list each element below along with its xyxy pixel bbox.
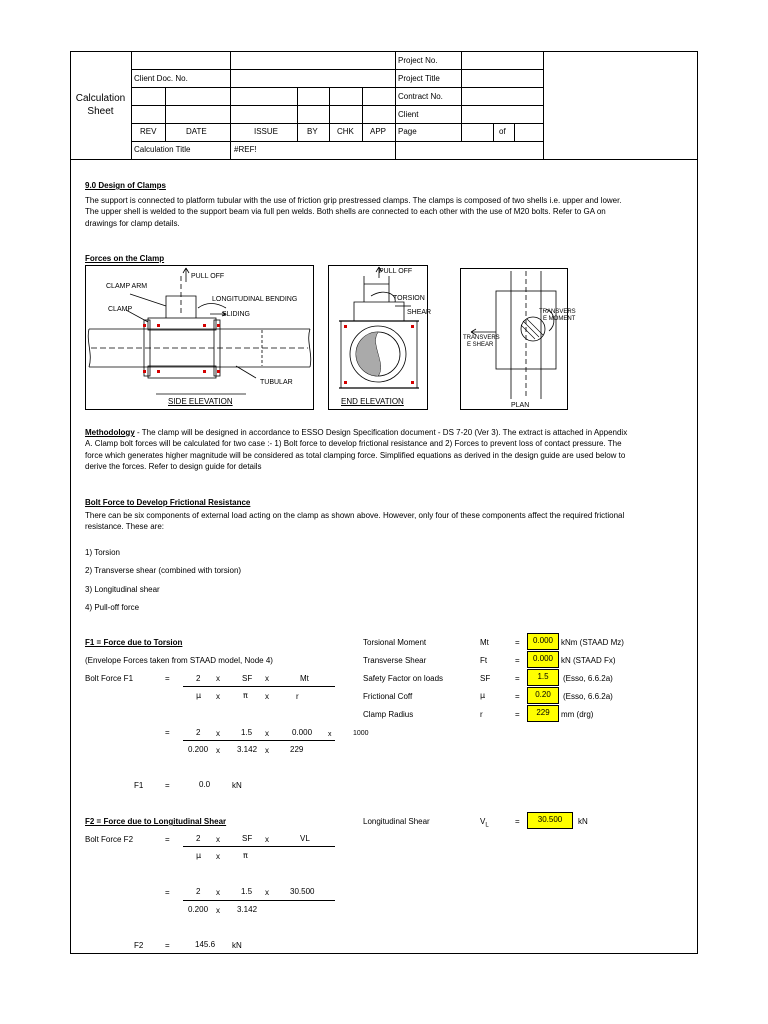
- side-elevation-figure: [85, 265, 314, 410]
- frictional-coff-input[interactable]: 0.20: [527, 687, 559, 704]
- header-rule: [131, 87, 543, 88]
- f2-result-unit: kN: [232, 941, 242, 950]
- param-symbol: r: [480, 710, 483, 719]
- param-name: Transverse Shear: [363, 656, 427, 665]
- f1-den2-op: x: [216, 746, 220, 755]
- component-item: 4) Pull-off force: [85, 603, 140, 612]
- f1-den-term: µ: [196, 691, 202, 700]
- header-col-line: [461, 51, 462, 141]
- by-header: BY: [307, 127, 318, 136]
- contract-no-label: Contract No.: [398, 92, 443, 101]
- f2-num2-term: 30.500: [290, 887, 315, 896]
- f1-result-label: F1: [134, 781, 144, 790]
- f1-note: (Envelope Forces taken from STAAD model, Node 4): [85, 656, 273, 665]
- clamp-arm-label: CLAMP ARM: [106, 283, 148, 290]
- f1-result-value: 0.0: [199, 780, 211, 789]
- forces-heading: Forces on the Clamp: [85, 254, 165, 263]
- methodology-text: - The clamp will be designed in accordance to ESSO Design Specification document - DS 7-20 (Ver 3). The extract is attached in Appendix A. Clamp bolt forces will be calculated for two case :- 1) Bolt force to develop frictional resistance and 2) Forces to prevent loss of contact pressure. The force which generates higher magnitude will be considered as total clamping force. Simplified equations as derived in the design guide are used below to derive the forces. Refer to design guide for details: [85, 428, 628, 472]
- f2-num-term: VL: [300, 834, 310, 843]
- param-symbol: Mt: [480, 638, 489, 647]
- transverse-shear-label-2: E SHEAR: [467, 342, 494, 348]
- header-col-line: [165, 87, 166, 141]
- param-equals: =: [515, 692, 520, 701]
- methodology-label: Methodology: [85, 428, 135, 437]
- f2-label: Bolt Force F2: [85, 835, 134, 844]
- f2-num-term: 2: [196, 834, 201, 843]
- param-name: Clamp Radius: [363, 710, 414, 719]
- shear-label: SHEAR: [407, 309, 432, 316]
- param-name: Longitudinal Shear: [363, 817, 430, 826]
- param-symbol: Ft: [480, 656, 488, 665]
- component-item: 1) Torsion: [85, 548, 120, 557]
- param-unit: kN (STAAD Fx): [561, 656, 616, 665]
- transverse-moment-label-2: E MOMENT: [543, 316, 576, 322]
- header-rule: [131, 141, 543, 142]
- f2-num2-op: x: [216, 888, 220, 897]
- f2-fraction-line: [183, 846, 335, 847]
- f1-heading: F1 = Force due to Torsion: [85, 638, 183, 647]
- calc-sheet-label: Calculation Sheet: [75, 93, 126, 117]
- f1-num-term: 2: [196, 674, 201, 683]
- end-pull-off-label: PULL OFF: [379, 268, 413, 275]
- f1-label: Bolt Force F1: [85, 674, 134, 683]
- param-unit: (Esso, 6.6.2a): [563, 692, 613, 701]
- f1-num2-term: 0.000: [292, 728, 313, 737]
- f2-num2-term: 2: [196, 887, 201, 896]
- f1-fraction-line: [183, 686, 335, 687]
- f2-equals: =: [165, 835, 170, 844]
- f1-den2-term: 0.200: [188, 745, 209, 754]
- param-equals: =: [515, 656, 520, 665]
- f2-num-op: x: [265, 835, 269, 844]
- f2-heading: F2 = Force due to Longitudinal Shear: [85, 817, 227, 826]
- chk-header: CHK: [337, 127, 354, 136]
- f1-num2-term: 1.5: [241, 728, 253, 737]
- f1-num-op: x: [265, 674, 269, 683]
- param-symbol: SF: [480, 674, 491, 683]
- header-col-line: [230, 51, 231, 159]
- param-equals: =: [515, 638, 520, 647]
- f1-equals: =: [165, 674, 170, 683]
- param-unit: mm (drg): [561, 710, 594, 719]
- bolt-force-paragraph: There can be six components of external load acting on the clamp as shown above. However, only four of these components affect the required frictional resistance. These are:: [85, 511, 625, 532]
- methodology-paragraph: [85, 427, 630, 473]
- end-elevation-drawing: [329, 266, 432, 411]
- longitudinal-bending-label: LONGITUDINAL BENDING: [212, 296, 298, 303]
- param-unit: kNm (STAAD Mz): [561, 638, 624, 647]
- calc-title-label: Calculation Title: [134, 145, 191, 154]
- f1-den2-term: 3.142: [237, 745, 258, 754]
- param-equals: =: [515, 674, 520, 683]
- f1-equals-2: =: [165, 728, 170, 737]
- f1-result-unit: kN: [232, 781, 242, 790]
- f2-num2-term: 1.5: [241, 887, 253, 896]
- f1-factor: 1000: [353, 730, 369, 737]
- intro-paragraph: The support is connected to platform tubular with the use of friction grip prestressed clamps. The clamps is composed of two shells i.e. upper and lower. The upper shell is welded to the support beam via full pen welds. Both shells are connected to each other with the use of M20 bolts. Refer to GA on drawings for clamp details.: [85, 196, 622, 228]
- f1-den-op: x: [216, 692, 220, 701]
- clamp-radius-input[interactable]: 229: [527, 705, 559, 722]
- torsion-label: TORSION: [393, 295, 425, 302]
- f1-fraction-line-2: [183, 740, 335, 741]
- header-rule: [131, 123, 543, 124]
- of-label: of: [499, 127, 506, 136]
- f2-den2-term: 0.200: [188, 905, 209, 914]
- header-col-line: [395, 51, 396, 159]
- f1-den-op: x: [265, 692, 269, 701]
- section-title: 9.0 Design of Clamps: [85, 181, 166, 190]
- f1-den-term: r: [296, 692, 299, 701]
- param-unit: kN: [578, 817, 588, 826]
- sliding-label: SLIDING: [222, 311, 251, 318]
- header-col-line: [297, 87, 298, 141]
- client-label: Client: [398, 110, 419, 119]
- header-rule: [131, 105, 543, 106]
- transverse-shear-label-1: TRANSVERS: [463, 335, 500, 341]
- longitudinal-shear-input[interactable]: 30.500: [527, 812, 573, 829]
- param-symbol: µ: [480, 691, 486, 700]
- pull-off-label: PULL OFF: [191, 273, 225, 280]
- param-equals: =: [515, 710, 520, 719]
- header-rule: [131, 69, 543, 70]
- tubular-label: TUBULAR: [260, 379, 293, 386]
- f2-num2-op: x: [265, 888, 269, 897]
- client-doc-label: Client Doc. No.: [134, 74, 188, 83]
- end-elevation-figure: [328, 265, 432, 410]
- project-no-label: Project No.: [398, 56, 438, 65]
- page-label: Page: [398, 127, 417, 136]
- f1-num2-term: 2: [196, 728, 201, 737]
- f1-num2-op: x: [216, 729, 220, 738]
- clamp-label: CLAMP: [108, 306, 133, 313]
- header-col-line: [543, 51, 544, 159]
- plan-caption: PLAN: [511, 402, 530, 409]
- f1-num-term: Mt: [300, 674, 309, 683]
- project-title-label: Project Title: [398, 74, 440, 83]
- torsional-moment-input[interactable]: 0.000: [527, 633, 559, 650]
- f1-den-term: π: [243, 691, 248, 700]
- f1-den2-term: 229: [290, 745, 304, 754]
- side-elevation-caption: SIDE ELEVATION: [168, 397, 233, 406]
- f2-equals-2: =: [165, 888, 170, 897]
- component-item: 3) Longitudinal shear: [85, 585, 160, 594]
- f2-den2-term: 3.142: [237, 905, 258, 914]
- header-col-line: [329, 87, 330, 141]
- param-equals: =: [515, 817, 520, 826]
- f2-result-equals: =: [165, 941, 170, 950]
- f1-den2-op: x: [265, 746, 269, 755]
- header-col-line: [493, 123, 494, 141]
- param-name: Torsional Moment: [363, 638, 427, 647]
- f1-num2-op: x: [328, 731, 332, 738]
- f2-result-label: F2: [134, 941, 144, 950]
- f2-num-term: SF: [242, 834, 253, 843]
- param-symbol: [480, 817, 489, 831]
- param-symbol-main: V: [480, 817, 486, 826]
- f2-fraction-line-2: [183, 900, 335, 901]
- safety-factor-input[interactable]: 1.5: [527, 669, 559, 686]
- component-item: 2) Transverse shear (combined with torsion): [85, 566, 242, 575]
- f2-den-term: π: [243, 851, 248, 860]
- plan-figure: [460, 268, 576, 410]
- param-symbol-sub: L: [485, 822, 489, 829]
- param-unit: (Esso, 6.6.2a): [563, 674, 613, 683]
- f1-result-equals: =: [165, 781, 170, 790]
- f1-num-term: SF: [242, 674, 253, 683]
- f2-den-term: µ: [196, 851, 202, 860]
- header-col-line: [514, 123, 515, 141]
- header-col-line: [362, 87, 363, 141]
- f1-num-op: x: [216, 674, 220, 683]
- app-header: APP: [370, 127, 387, 136]
- transverse-moment-label-1: TRANSVERS: [539, 309, 576, 315]
- rev-header: REV: [140, 127, 157, 136]
- f2-den2-op: x: [216, 906, 220, 915]
- f2-num-op: x: [216, 835, 220, 844]
- transverse-shear-input[interactable]: 0.000: [527, 651, 559, 668]
- date-header: DATE: [186, 127, 207, 136]
- header-col-line: [131, 51, 132, 159]
- f1-num2-op: x: [265, 729, 269, 738]
- f2-den-op: x: [216, 852, 220, 861]
- calc-title-value: #REF!: [234, 145, 257, 154]
- end-elevation-caption: END ELEVATION: [341, 397, 404, 406]
- param-name: Frictional Coff: [363, 692, 413, 701]
- issue-header: ISSUE: [254, 127, 279, 136]
- bolt-force-heading: Bolt Force to Develop Frictional Resistance: [85, 498, 251, 507]
- param-name: Safety Factor on loads: [363, 674, 444, 683]
- f2-result-value: 145.6: [195, 940, 216, 949]
- header-bottom-rule: [70, 159, 698, 160]
